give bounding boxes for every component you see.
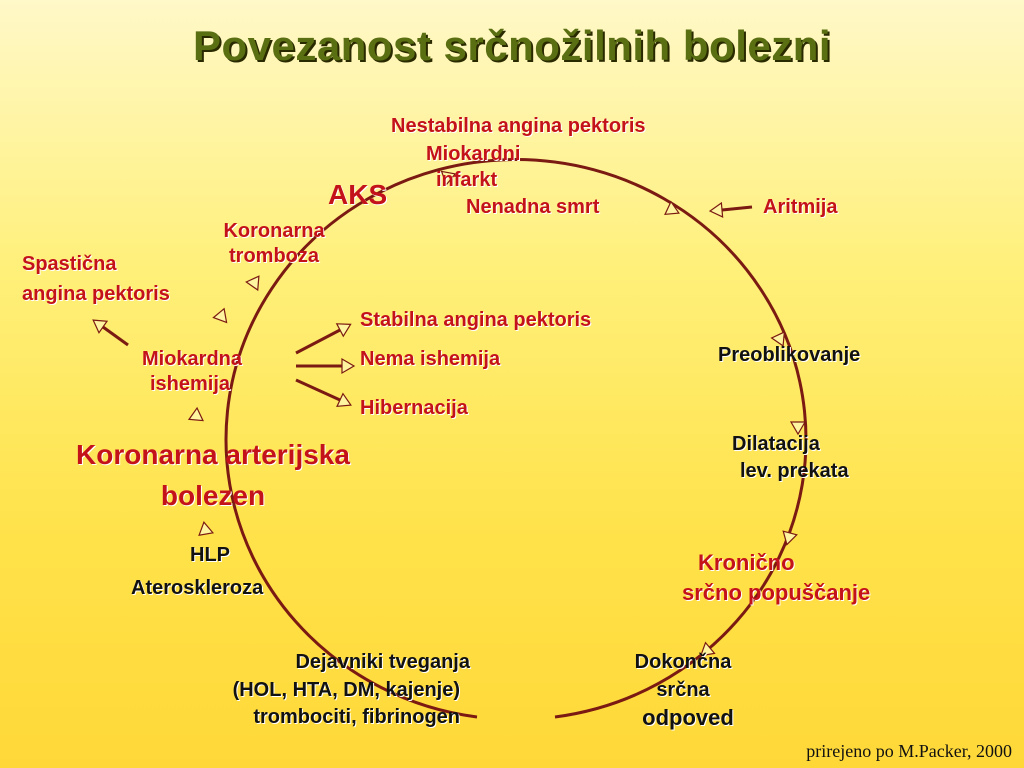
label-koronarna-arterijska: Koronarna arterijska — [76, 439, 350, 470]
label-koronarna: Koronarna — [223, 220, 325, 242]
branch-hibernacija — [296, 380, 340, 400]
label-nestabilna-angina: Nestabilna angina pektoris — [391, 115, 646, 137]
label-stabilna-angina: Stabilna angina pektoris — [360, 309, 592, 331]
label-spasticna: Spastična — [22, 253, 117, 275]
label-ishemija: ishemija — [150, 373, 231, 395]
label-bolezen: bolezen — [160, 480, 266, 511]
label-hlp: HLP — [190, 544, 230, 566]
label-dejavniki-tveganja: Dejavniki tveganja — [295, 651, 470, 673]
label-srcna: srčna — [656, 679, 710, 701]
arrowhead-2 — [665, 202, 682, 220]
label-dejavniki-list: (HOL, HTA, DM, kajenje) — [232, 679, 460, 701]
label-miokardni: Miokardni — [426, 143, 521, 165]
branch-stabilna — [296, 330, 340, 353]
arrowhead-hibernacija — [337, 394, 354, 412]
arrowhead-5 — [780, 531, 797, 546]
label-angina-pektoris: angina pektoris — [22, 283, 170, 305]
label-nenadna-smrt: Nenadna smrt — [466, 196, 600, 218]
label-miokardna: Miokardna — [142, 348, 243, 370]
arrowhead-stabilna — [337, 318, 354, 336]
label-nema-ishemija: Nema ishemija — [360, 348, 501, 370]
label-aks: AKS — [328, 179, 388, 210]
page-title: Povezanost srčnožilnih bolezni — [192, 22, 832, 69]
label-hibernacija: Hibernacija — [360, 397, 468, 419]
credit-text: prirejeno po M.Packer, 2000 — [806, 741, 1012, 761]
label-odpoved: odpoved — [642, 705, 734, 730]
label-preoblikovanje: Preoblikovanje — [718, 344, 861, 366]
label-kronicno: Kronično — [698, 550, 795, 575]
arrowhead-8 — [189, 407, 204, 420]
label-trombociti-fibrinogen: trombociti, fibrinogen — [253, 706, 460, 728]
arrowhead-nema — [342, 359, 354, 373]
arrowhead-10 — [246, 272, 264, 290]
branch-aritmija — [722, 207, 752, 210]
label-infarkt: infarkt — [436, 169, 498, 191]
label-dilatacija: Dilatacija — [732, 433, 820, 455]
label-aritmija: Aritmija — [763, 196, 838, 218]
label-lev-prekata: lev. prekata — [740, 460, 849, 482]
arrowhead-9 — [213, 306, 230, 322]
label-srcno-popuscanje: srčno popuščanje — [682, 580, 871, 605]
branch-spasticna — [103, 327, 128, 345]
arrowhead-spasticna — [89, 314, 107, 332]
label-tromboza: tromboza — [229, 245, 319, 267]
label-dokoncna: Dokončna — [634, 651, 732, 673]
label-ateroskleroza: Ateroskleroza — [131, 577, 264, 599]
arrowhead-aritmija — [709, 203, 722, 218]
arrowhead-7 — [197, 521, 213, 535]
